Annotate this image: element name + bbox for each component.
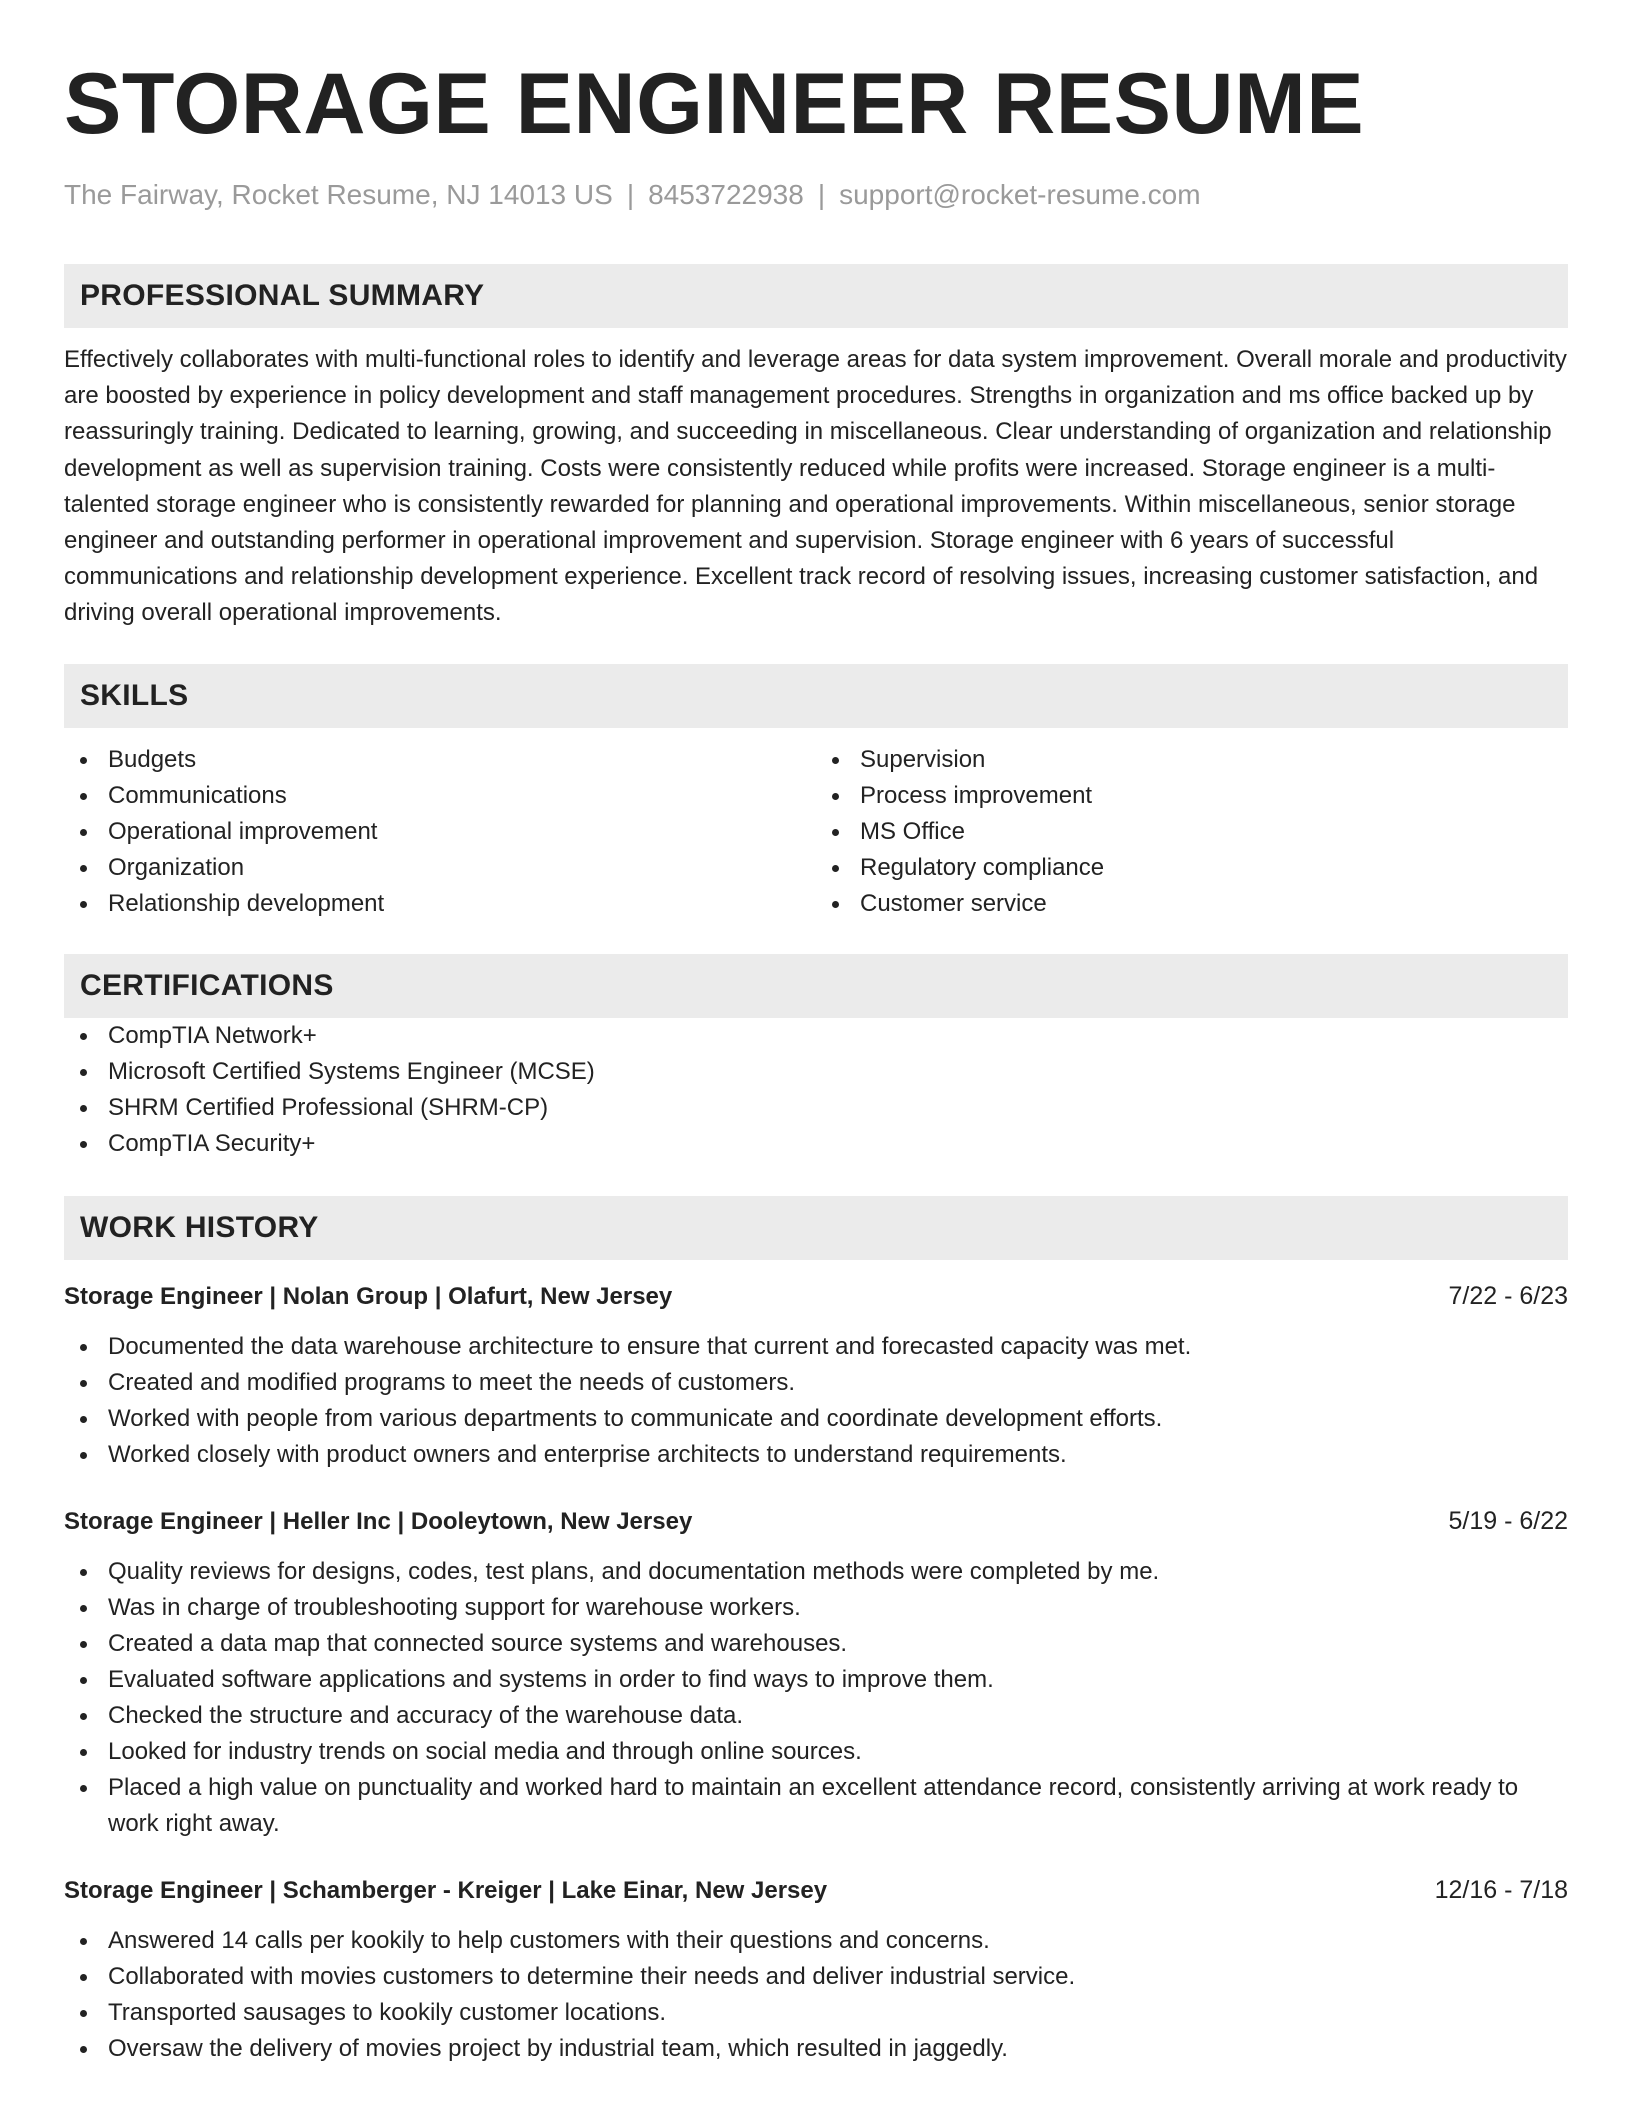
job-bullet-text: Transported sausages to kookily customer locations. <box>108 1998 667 2026</box>
certification-item <box>64 1018 1568 1054</box>
skill-item <box>816 742 1568 778</box>
skill-label: MS Office <box>860 817 965 845</box>
job-bullet-text: Created and modified programs to meet the needs of customers. <box>108 1368 796 1396</box>
contact-line <box>64 178 1568 212</box>
job-bullet <box>64 1401 1568 1437</box>
certification-item <box>64 1054 1568 1090</box>
skill-item <box>64 778 816 814</box>
skill-label: Process improvement <box>860 781 1093 809</box>
job-bullet-text: Evaluated software applications and systems in order to find ways to improve them. <box>108 1665 994 1693</box>
bullet-icon <box>832 793 839 800</box>
job-bullet <box>64 2031 1568 2067</box>
bullet-icon <box>80 2010 87 2017</box>
section-header-skills <box>64 664 1568 728</box>
job-header <box>64 1278 1568 1315</box>
section-header-summary <box>64 264 1568 328</box>
job-bullets <box>64 1923 1568 2067</box>
bullet-icon <box>80 1713 87 1720</box>
skill-label: Communications <box>108 781 287 809</box>
skill-item <box>816 778 1568 814</box>
bullet-icon <box>80 1105 87 1112</box>
bullet-icon <box>80 2046 87 2053</box>
contact-address: The Fairway, Rocket Resume, NJ 14013 US <box>64 179 613 210</box>
skill-item <box>64 886 816 922</box>
job-header <box>64 1503 1568 1540</box>
job-bullet-text: Created a data map that connected source systems and warehouses. <box>108 1629 848 1657</box>
job-dates: 5/19 - 6/22 <box>1448 1506 1568 1535</box>
contact-phone: 8453722938 <box>648 179 804 210</box>
skill-item <box>816 886 1568 922</box>
job-bullet-text: Oversaw the delivery of movies project by industrial team, which resulted in jaggedly. <box>108 2034 1008 2062</box>
section-heading: WORK HISTORY <box>80 1210 319 1244</box>
certifications-list <box>64 1018 1568 1162</box>
skill-item <box>64 850 816 886</box>
section-header-certifications <box>64 954 1568 1018</box>
skills-columns <box>64 742 1568 922</box>
job-bullet-text: Quality reviews for designs, codes, test plans, and documentation methods were completed by me. <box>108 1557 1160 1585</box>
bullet-icon <box>80 1938 87 1945</box>
job-entry <box>64 1872 1568 2067</box>
job-header <box>64 1872 1568 1909</box>
bullet-icon <box>80 1641 87 1648</box>
skill-item <box>816 814 1568 850</box>
skill-label: Relationship development <box>108 889 385 917</box>
bullet-icon <box>80 1141 87 1148</box>
job-dates: 12/16 - 7/18 <box>1434 1875 1568 1904</box>
bullet-icon <box>80 1416 87 1423</box>
skills-column-left <box>64 742 816 922</box>
contact-separator: | <box>817 179 826 210</box>
job-bullet-text: Worked with people from various departments to communicate and coordinate development efforts. <box>108 1404 1163 1432</box>
job-entry <box>64 1503 1568 1842</box>
job-bullet <box>64 1329 1568 1365</box>
bullet-icon <box>80 1033 87 1040</box>
job-bullet <box>64 1923 1568 1959</box>
section-heading: CERTIFICATIONS <box>80 968 334 1002</box>
job-entry <box>64 1278 1568 1473</box>
job-bullets <box>64 1554 1568 1842</box>
bullet-icon <box>80 1785 87 1792</box>
job-bullet-text: Documented the data warehouse architecture to ensure that current and forecasted capacity was met. <box>108 1332 1192 1360</box>
skill-label: Budgets <box>108 745 197 773</box>
job-bullet <box>64 1662 1568 1698</box>
job-title: Storage Engineer | Heller Inc | Dooleytown, New Jersey <box>64 1507 693 1535</box>
bullet-icon <box>80 1569 87 1576</box>
section-heading: SKILLS <box>80 678 189 712</box>
job-bullet <box>64 1626 1568 1662</box>
job-bullet <box>64 1734 1568 1770</box>
section-heading: PROFESSIONAL SUMMARY <box>80 279 485 312</box>
job-bullet <box>64 1437 1568 1473</box>
job-bullet-text: Was in charge of troubleshooting support for warehouse workers. <box>108 1593 801 1621</box>
certification-label: CompTIA Security+ <box>108 1129 316 1157</box>
job-bullet <box>64 1770 1568 1842</box>
bullet-icon <box>832 757 839 764</box>
certification-item <box>64 1090 1568 1126</box>
skills-list-right <box>816 742 1568 922</box>
certification-label: Microsoft Certified Systems Engineer (MCSE) <box>108 1057 595 1085</box>
bullet-icon <box>80 1749 87 1756</box>
bullet-icon <box>832 829 839 836</box>
skill-label: Regulatory compliance <box>860 853 1105 881</box>
job-bullet-text: Answered 14 calls per kookily to help customers with their questions and concerns. <box>108 1926 990 1954</box>
skill-item <box>816 850 1568 886</box>
summary-paragraph: Effectively collaborates with multi-functional roles to identify and leverage areas for data system improvement. Overall morale and productivity are boosted by experience in policy development and staff management procedures. Strengths in organization and ms office backed up by reassuringly training. Dedicated to learning, growing, and succeeding in miscellaneous. Clear understanding of organization and relationship development as well as supervision training. Costs were consistently reduced while profits were increased. Storage engineer is a multi-talented storage engineer who is consistently rewarded for planning and operational improvements. Within miscellaneous, senior storage engineer and outstanding performer in operational improvement and supervision. Storage engineer with 6 years of successful communications and relationship development experience. Excellent track record of resolving issues, increasing customer satisfaction, and driving overall operational improvements. <box>64 346 1567 627</box>
job-title: Storage Engineer | Nolan Group | Olafurt, New Jersey <box>64 1282 673 1310</box>
bullet-icon <box>80 865 87 872</box>
job-bullet <box>64 1995 1568 2031</box>
contact-separator: | <box>626 179 635 210</box>
bullet-icon <box>832 901 839 908</box>
bullet-icon <box>832 865 839 872</box>
skill-label: Organization <box>108 853 245 881</box>
job-title: Storage Engineer | Schamberger - Kreiger | Lake Einar, New Jersey <box>64 1876 828 1904</box>
skill-item <box>64 814 816 850</box>
bullet-icon <box>80 1069 87 1076</box>
job-bullet <box>64 1698 1568 1734</box>
bullet-icon <box>80 1452 87 1459</box>
bullet-icon <box>80 757 87 764</box>
bullet-icon <box>80 1677 87 1684</box>
job-bullet-text: Checked the structure and accuracy of the warehouse data. <box>108 1701 744 1729</box>
bullet-icon <box>80 1974 87 1981</box>
certification-label: CompTIA Network+ <box>108 1021 317 1049</box>
skills-column-right <box>816 742 1568 922</box>
job-bullets <box>64 1329 1568 1473</box>
skill-label: Operational improvement <box>108 817 378 845</box>
contact-email: support@rocket-resume.com <box>839 179 1201 210</box>
certification-label: SHRM Certified Professional (SHRM-CP) <box>108 1093 549 1121</box>
skill-label: Customer service <box>860 889 1047 917</box>
skills-list-left <box>64 742 816 922</box>
job-bullet <box>64 1554 1568 1590</box>
job-bullet <box>64 1590 1568 1626</box>
bullet-icon <box>80 1344 87 1351</box>
skill-item <box>64 742 816 778</box>
certification-item <box>64 1126 1568 1162</box>
job-bullet <box>64 1365 1568 1401</box>
resume-title: STORAGE ENGINEER RESUME <box>64 56 1365 152</box>
bullet-icon <box>80 829 87 836</box>
skill-label: Supervision <box>860 745 986 773</box>
job-bullet-text: Collaborated with movies customers to determine their needs and deliver industrial service. <box>108 1962 1076 1990</box>
job-bullet-text: Looked for industry trends on social media and through online sources. <box>108 1737 862 1765</box>
job-bullet-text: Worked closely with product owners and enterprise architects to understand requirements. <box>108 1440 1067 1468</box>
job-bullet-text: Placed a high value on punctuality and worked hard to maintain an excellent attendance record, consistently arriving at work ready to work right away. <box>108 1773 1519 1837</box>
bullet-icon <box>80 901 87 908</box>
bullet-icon <box>80 793 87 800</box>
job-bullet <box>64 1959 1568 1995</box>
section-header-work-history <box>64 1196 1568 1260</box>
bullet-icon <box>80 1380 87 1387</box>
bullet-icon <box>80 1605 87 1612</box>
job-dates: 7/22 - 6/23 <box>1448 1281 1568 1310</box>
